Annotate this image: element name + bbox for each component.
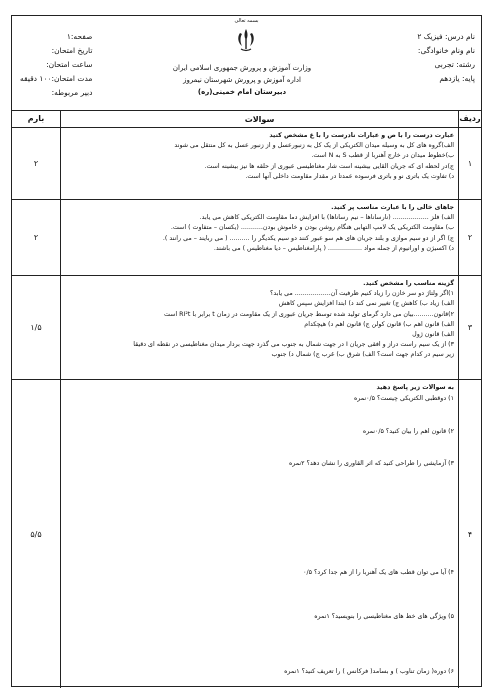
exam-date: تاریخ امتحان: — [51, 46, 93, 55]
answer-space — [65, 416, 454, 427]
question-row-3 — [12, 276, 481, 380]
question-score: ۱/۵ — [12, 276, 61, 379]
question-line: ۱)اگر ولتاژ دو سر خازن را زیاد کنیم ظرفیت آن.................. می یابد؟ — [270, 290, 454, 298]
exam-duration: مدت امتحان:۱۰۰ دقیقه — [20, 74, 93, 83]
questions-table — [12, 110, 481, 688]
question-line: ب)خطوط میدان در خارج آهنربا از قطب S به N است. — [311, 152, 454, 160]
school-info — [152, 62, 332, 98]
answer-space — [65, 405, 454, 416]
answer-space — [65, 438, 454, 449]
answer-space — [65, 601, 454, 612]
question-number: ۳ — [458, 276, 481, 379]
exam-info-left — [20, 30, 92, 100]
question-line: جاهای خالی را با عبارت مناسب پر کنید. — [331, 204, 454, 211]
question-line: زیر سیم در کدام جهت است؟ الف) شرق ب) غرب ج) شمال د) جنوب — [271, 351, 454, 359]
question-row-4 — [12, 380, 481, 688]
col-header-score: بارم — [12, 110, 61, 127]
question-line: ۳) آزمایشی را طراحی کنید که اثر القاوری را نشان دهد؟ ۲نمره — [288, 460, 454, 468]
question-score: ۲ — [12, 200, 61, 275]
department-name: اداره آموزش و پرورش شهرستان نیمروز — [183, 76, 301, 84]
question-line: د) اکسیژن و اورانیوم از جمله مواد ................. ( پارامغناطیس – دیا مغناطیس ) می باشند. — [213, 244, 454, 252]
answer-space — [65, 634, 454, 645]
answer-space — [65, 525, 454, 536]
question-line: ب) مقاومت الکتریکی یک لامپ التهابی هنگام روشن بودن و خاموش بودن........... (یکسان – متفاوت ) است. — [170, 224, 454, 232]
question-row-1 — [12, 128, 481, 200]
question-line: ۱) دوقطبی الکتریکی چیست؟ ۰/۵نمره — [353, 394, 454, 402]
question-line: گزینه مناسب را مشخص کنید. — [363, 280, 454, 287]
answer-space — [65, 536, 454, 547]
question-score: ۵/۵ — [12, 380, 61, 688]
col-header-num: ردیف — [458, 110, 481, 127]
question-number: ۲ — [458, 200, 481, 275]
question-number: ۴ — [458, 380, 481, 688]
exam-header — [12, 24, 481, 111]
question-body — [60, 276, 459, 379]
question-line: ۲)قانون..........بیان می دارد گرمای تولید شده توسط جریان عبوری از یک مقاومت در زمان t برابر با RI²t است — [163, 310, 454, 318]
exam-time: ساعت امتحان: — [46, 60, 93, 69]
answer-space — [65, 448, 454, 459]
answer-space — [65, 503, 454, 514]
answer-space — [65, 656, 454, 667]
iran-emblem-icon — [232, 26, 260, 54]
question-line: به سوالات زیر پاسخ دهید — [376, 384, 454, 391]
question-body — [60, 200, 459, 275]
exam-info-right — [417, 30, 475, 86]
answer-space — [65, 481, 454, 492]
question-line: الف)گروه های کل به وسیله میدان الکتریکی از یک کل به زنبورعسل و از زنبور عسل به کل منتقل می شوند — [174, 142, 454, 150]
question-number: ۱ — [458, 128, 481, 199]
grade: پایه: یازدهم — [439, 74, 475, 83]
answer-space — [65, 547, 454, 558]
question-body — [60, 128, 459, 199]
question-line: عبارت درست را با ص و عبارات نادرست را با غ مشخص کنید — [269, 132, 454, 139]
question-line: ۴) آیا می توان قطب های یک آهنربا را از هم جدا کرد؟ ۰/۵ — [303, 569, 454, 577]
answer-space — [65, 623, 454, 634]
question-line: ج) اگر از دو سیم موازی و بلند جریان های هم سو عبور کنند دو سیم یکدیگر را .......... ( می ربایند – می رانند ). — [162, 234, 454, 242]
question-score: ۲ — [12, 128, 61, 199]
answer-space — [65, 645, 454, 656]
field: رشته: تجربی — [434, 60, 475, 69]
question-line: د) تفاوت یک باتری نو و باتری فرسوده عمدتا در مقدار مقاومت داخلی آنها است. — [245, 172, 454, 180]
student-name: نام ونام خانوادگی: — [417, 46, 475, 55]
question-row-2 — [12, 200, 481, 276]
answer-space — [65, 579, 454, 590]
question-line: ۶) دوره( زمان تناوب ) و بسامد( فرکانس ) را تعریف کنید؟ ۱نمره — [284, 667, 454, 675]
question-line: ۲) قانون اهم را بیان کنید؟ ۰/۵نمره — [362, 427, 454, 435]
question-line: الف) زیاد ب) کاهش ج) تغییر نمی کند د) ابتدا افزایش سپس کاهش — [278, 300, 454, 308]
question-line: ج)در لحظه ای که جریان القایی بیشینه است شار مغناطیسی عبوری از حلقه ها نیز بیشینه است. — [204, 162, 454, 170]
answer-space — [65, 470, 454, 481]
school-name: دبیرستان امام خمینی(ره) — [197, 88, 287, 96]
table-header-row — [12, 110, 481, 128]
answer-space — [65, 558, 454, 569]
ministry-name: وزارت آموزش و پرورش جمهوری اسلامی ایران — [172, 64, 312, 72]
question-line: الف) فلز .................. (نارساناها – نیم رساناها) با افزایش دما مقاومت الکتریکی کاهش می یابد. — [199, 214, 454, 222]
answer-space — [65, 514, 454, 525]
exam-sheet — [11, 15, 482, 687]
course-name: نام درس: فیزیک ۲ — [417, 32, 475, 41]
question-line: ۳) از یک سیم راست دراز و افقی جریان I در جهت شمال به جنوب می گذرد جهت بردار میدان مغناطیسی در نقطه ای دقیقا — [133, 341, 454, 349]
question-line: الف) قانون اهم ب) قانون کولن ج) قانون اهم د) هیچکدام — [304, 320, 454, 328]
question-line: ۵) ویژگی های خط های مغناطیسی را بنویسید؟ ۱نمره — [314, 613, 454, 621]
question-body — [60, 380, 459, 688]
answer-space — [65, 590, 454, 601]
question-line: الف) قانون ژول — [412, 331, 454, 339]
teacher-name: دبیر مربوطه: — [51, 88, 93, 97]
bismillah: بسمه تعالی — [234, 18, 259, 24]
col-header-questions: سوالات — [244, 115, 275, 124]
answer-space — [65, 492, 454, 503]
page-number: صفحه:۱ — [66, 32, 93, 41]
